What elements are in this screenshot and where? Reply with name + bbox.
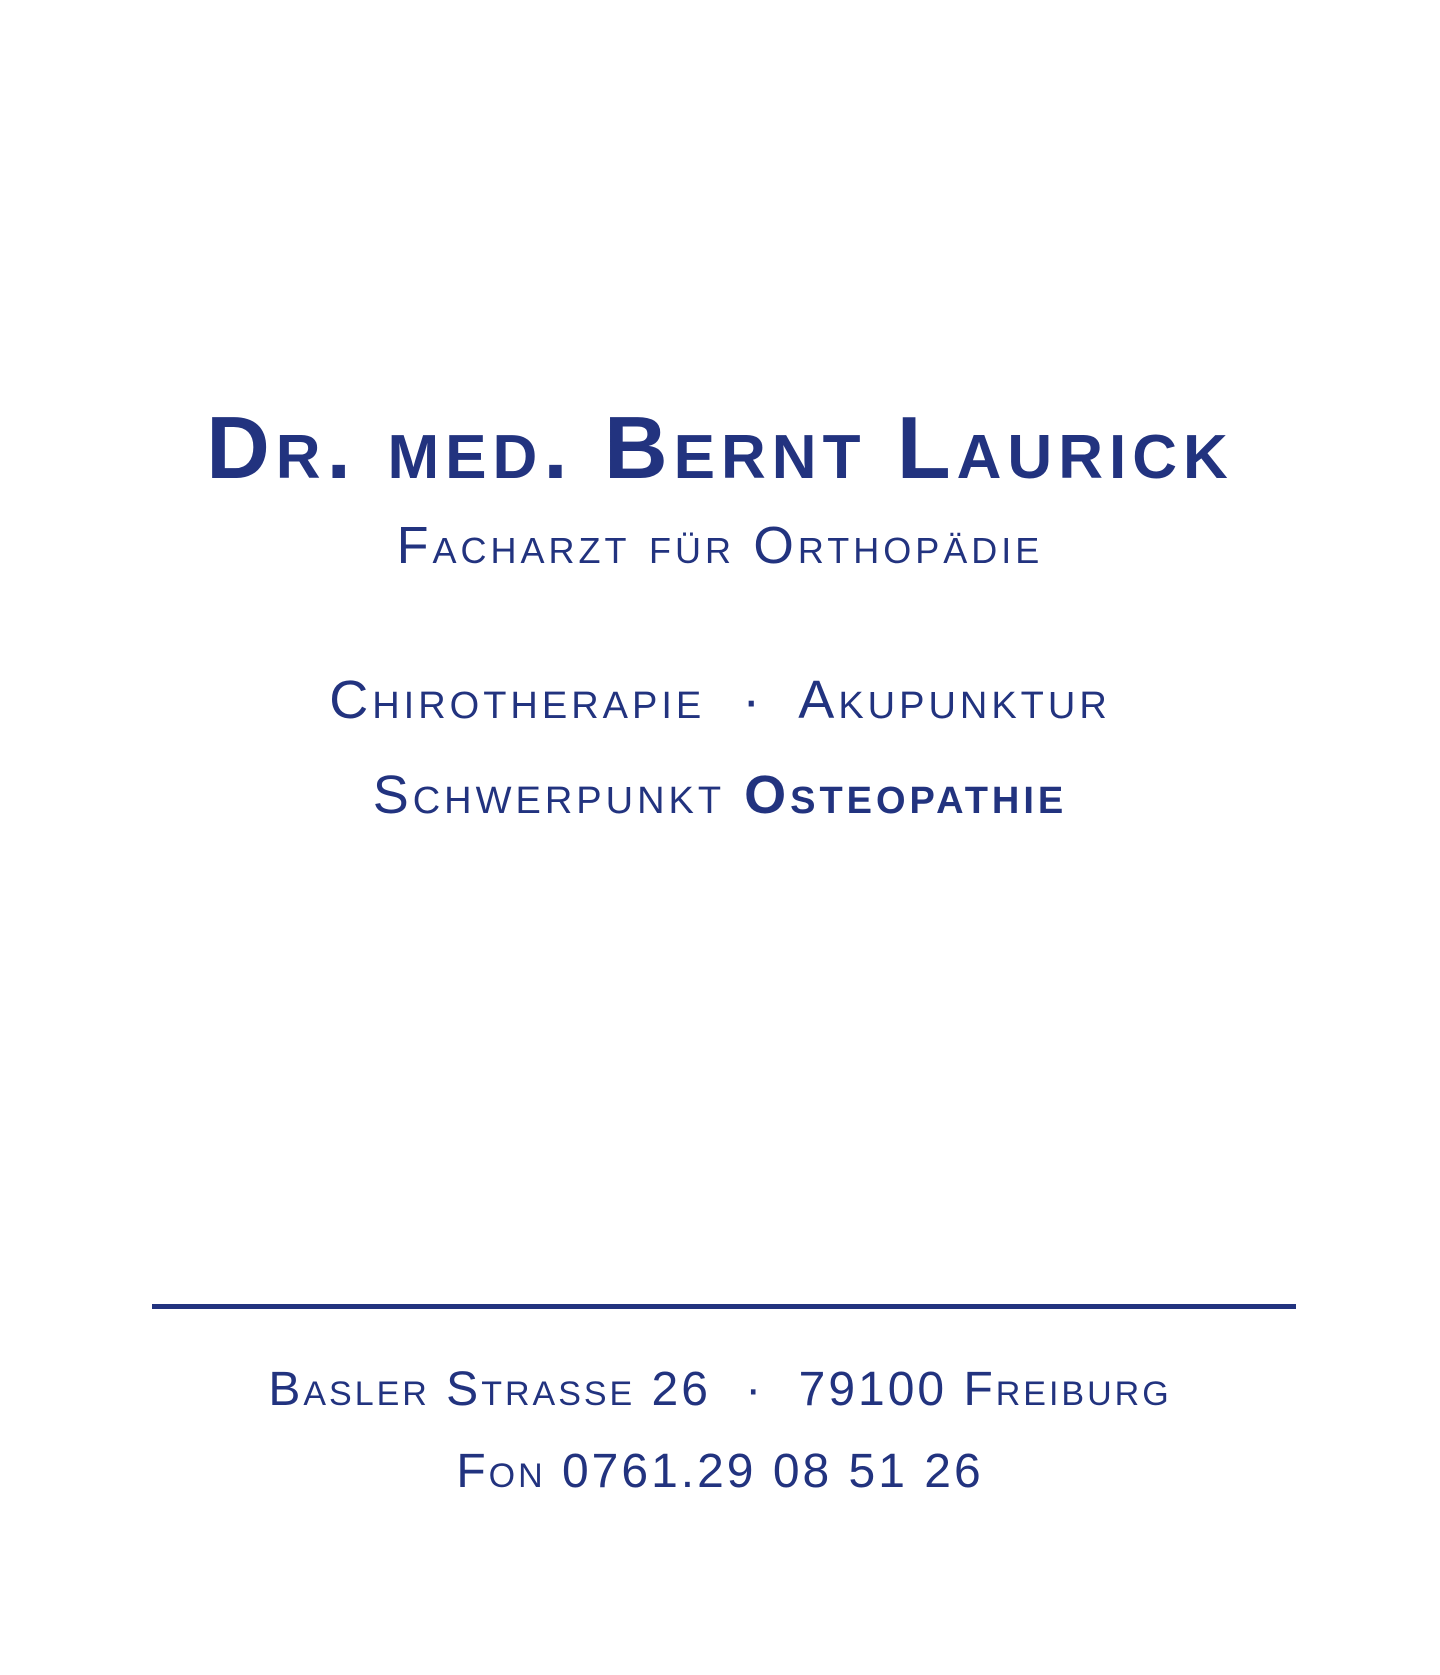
- service-separator: ·: [742, 670, 765, 730]
- phone-line: [0, 1445, 1440, 1498]
- divider-line: [152, 1304, 1296, 1309]
- focus-prefix: Schwerpunkt: [372, 765, 726, 825]
- service-akupunktur: Akupunktur: [798, 670, 1111, 730]
- focus-highlight: Osteopathie: [744, 765, 1068, 825]
- phone-label: Fon: [456, 1445, 546, 1498]
- address-city: 79100 Freiburg: [798, 1363, 1172, 1416]
- focus-line: [0, 765, 1440, 825]
- service-chirotherapie: Chirotherapie: [329, 670, 706, 730]
- doctor-name: Dr. med. Bernt Laurick: [206, 398, 1234, 497]
- doctor-specialty: Facharzt für Orthopädie: [396, 517, 1044, 575]
- address-street: Basler Strasse 26: [268, 1363, 711, 1416]
- address-separator: ·: [745, 1363, 765, 1416]
- services-line: [0, 670, 1440, 730]
- address-line: [0, 1363, 1440, 1416]
- phone-number: 0761.29 08 51 26: [561, 1445, 984, 1498]
